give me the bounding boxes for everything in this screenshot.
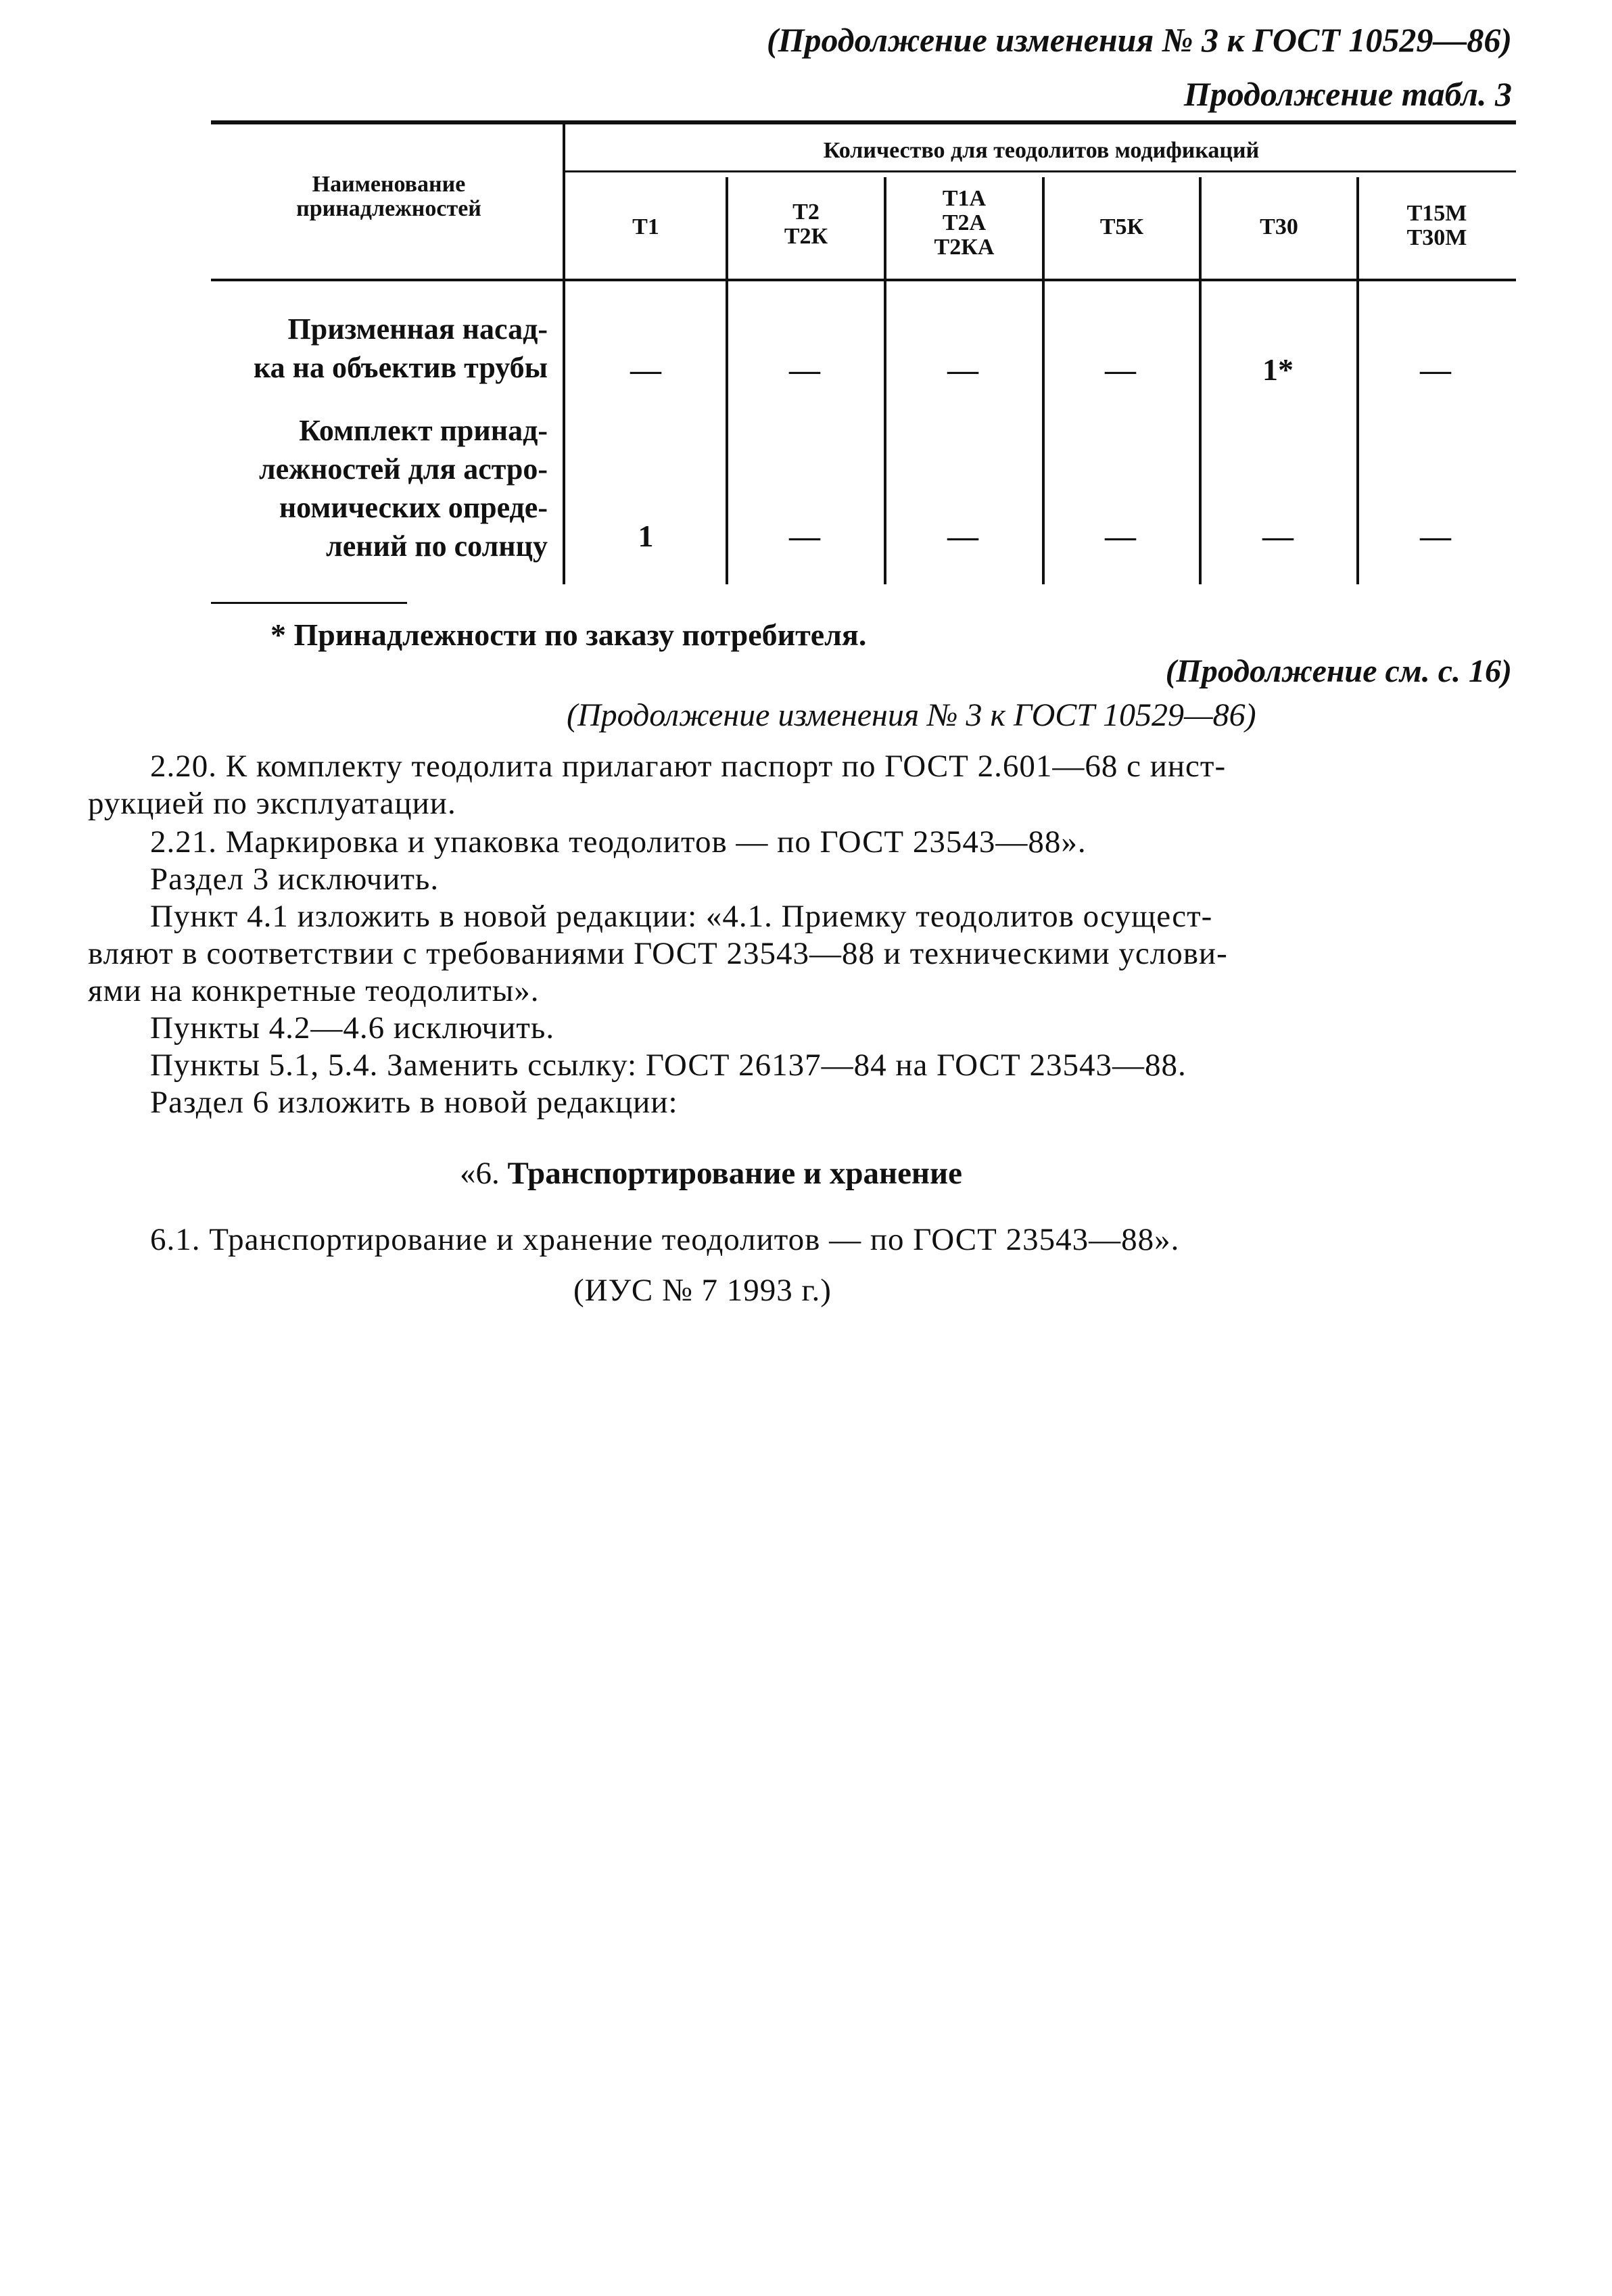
col-header-t30: Т30 (1260, 214, 1298, 239)
table-cell: — (1420, 519, 1451, 553)
section-6-number: «6. (460, 1156, 500, 1191)
paragraph-section-6: Раздел 6 изложить в новой редакции: (150, 1085, 678, 1120)
col-header-t15m: Т15М Т30М (1406, 201, 1467, 250)
paragraph-section-3: Раздел 3 исключить. (150, 862, 440, 897)
paragraph-5-1: Пункты 5.1, 5.4. Заменить ссылку: ГОСТ 26137—84 на ГОСТ 23543—88. (150, 1048, 1187, 1083)
footnote: * Принадлежности по заказу потребителя. (270, 617, 867, 652)
paragraph-2-20-cont: рукцией по эксплуатации. (88, 786, 456, 821)
table-continuation-label: Продолжение табл. 3 (1183, 75, 1512, 113)
col-divider (563, 124, 565, 584)
ius-reference: (ИУС № 7 1993 г.) (573, 1273, 832, 1308)
table-cell: — (1262, 519, 1294, 553)
section-6-title: Транспортирование и хранение (507, 1156, 962, 1191)
table-top-rule (211, 120, 1516, 124)
table-cell: — (1105, 519, 1136, 553)
paragraph-4-2: Пункты 4.2—4.6 исключить. (150, 1010, 555, 1046)
group-header-rule (565, 170, 1516, 172)
paragraph-4-1-cont: вляют в соответствии с требованиями ГОСТ 23543—88 и техническими услови- (88, 936, 1228, 971)
table-cell: — (789, 352, 820, 387)
group-header: Количество для теодолитов модификаций (823, 138, 1260, 163)
paragraph-2-21: 2.21. Маркировка и упаковка теодолитов — по ГОСТ 23543—88». (150, 824, 1087, 860)
col-header-t1a: Т1А Т2А Т2КА (934, 186, 995, 260)
footnote-rule (211, 602, 407, 604)
continued-see: (Продолжение см. с. 16) (1165, 653, 1512, 689)
accessory-name-header: Наименование принадлежностей (296, 172, 481, 221)
table-cell: 1* (1262, 352, 1294, 387)
col-header-t5k: Т5К (1099, 214, 1144, 239)
row-name-astro-kit: Комплект принад- лежностей для астро- номических опреде- лений по солнцу (258, 414, 548, 563)
table-cell: — (1420, 352, 1451, 387)
clause-6-1: 6.1. Транспортирование и хранение теодолитов — по ГОСТ 23543—88». (150, 1222, 1180, 1257)
table-cell: — (947, 352, 978, 387)
section-6-heading (460, 1155, 962, 1192)
col-header-t2: Т2 Т2К (784, 200, 828, 249)
row-name-prism-attachment: Призменная насад- ка на объектив трубы (253, 312, 548, 384)
continuation-header-2: (Продолжение изменения № 3 к ГОСТ 10529—86) (567, 697, 1256, 733)
table-cell: — (789, 519, 820, 553)
table-cell: — (630, 352, 661, 387)
col-header-t1: Т1 (632, 214, 659, 239)
paragraph-2-20: 2.20. К комплекту теодолита прилагают паспорт по ГОСТ 2.601—68 с инст- (150, 749, 1227, 784)
table-cell: — (947, 519, 978, 553)
header-bottom-rule (211, 279, 1516, 281)
paragraph-4-1-end: ями на конкретные теодолиты». (88, 973, 540, 1008)
continuation-header: (Продолжение изменения № 3 к ГОСТ 10529—86) (766, 21, 1512, 59)
table-cell: 1 (638, 519, 654, 553)
paragraph-4-1: Пункт 4.1 изложить в новой редакции: «4.1. Приемку теодолитов осущест- (150, 899, 1213, 934)
table-cell: — (1105, 352, 1136, 387)
